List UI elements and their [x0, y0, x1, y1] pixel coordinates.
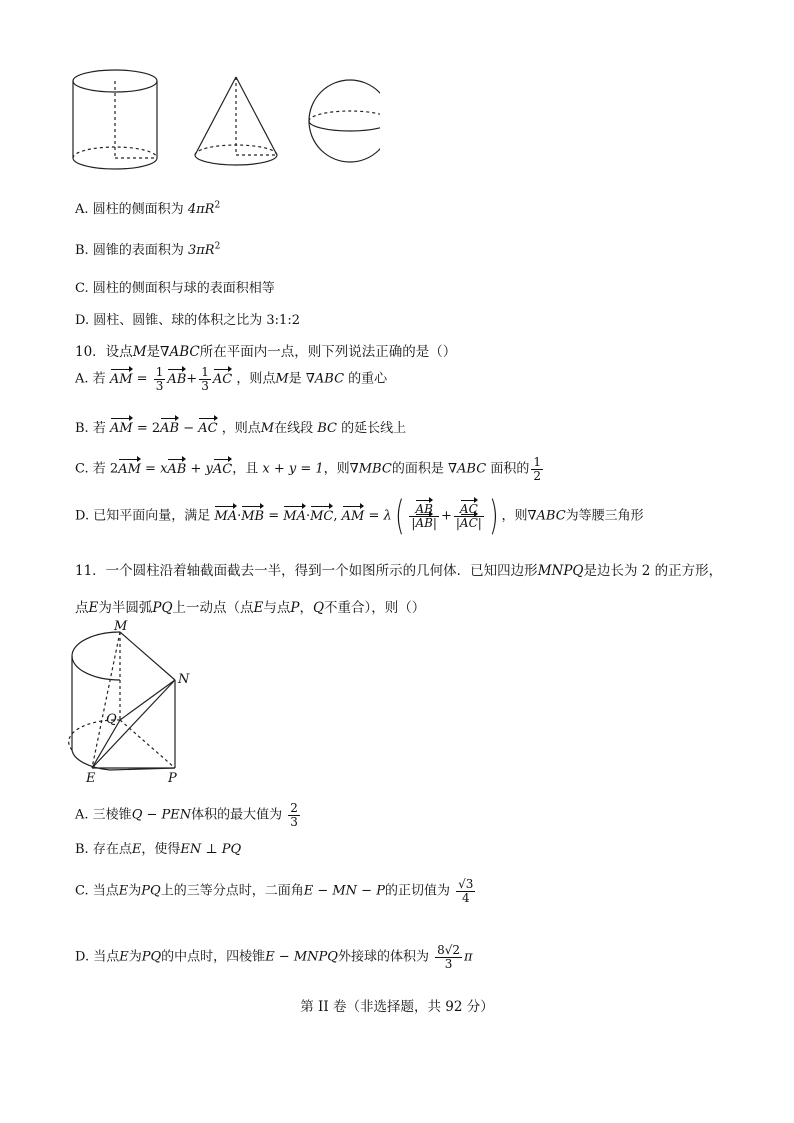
- point-label: E: [88, 600, 99, 616]
- condition-math: x + y = 1: [262, 461, 324, 477]
- option-text: 为: [128, 949, 142, 965]
- fraction: $\frac{8√2}{3}$: [437, 943, 461, 971]
- q10-option-a: A. 若 AM = $\frac{1}{3}$ AB+ $\frac{1}{3}$ AC ，则点M是 ∇ABC 的重心: [75, 365, 388, 393]
- arc-label: PQ: [152, 600, 173, 616]
- stem-text: 点: [75, 600, 89, 616]
- triangle-label: ∇MBC: [349, 461, 392, 477]
- fraction: $\frac{2}{3}$: [290, 801, 298, 829]
- option-text: 为: [128, 883, 142, 899]
- solids-figure: [60, 55, 380, 175]
- quad-label: MNPQ: [537, 563, 584, 579]
- vector-am: AM: [109, 371, 133, 387]
- option-letter: D.: [75, 508, 90, 524]
- option-text: 圆柱的侧面积为: [92, 202, 184, 217]
- option-text: 当点: [93, 949, 120, 965]
- option-math: E − MNPQ: [265, 949, 338, 965]
- option-text: 外接球的体积为: [337, 949, 429, 965]
- option-math: 3πR: [187, 243, 215, 258]
- q11-option-b: [75, 838, 241, 857]
- q11-option-a: [75, 802, 302, 828]
- option-math: 3:1:2: [266, 313, 300, 328]
- point-label: E: [131, 842, 142, 857]
- option-text: 的延长线上: [341, 421, 407, 436]
- triangle-label: ∇ABC: [305, 371, 345, 387]
- vector-am: AM: [341, 508, 365, 524]
- q10-stem: [75, 340, 456, 360]
- option-text: 的重心: [348, 371, 388, 387]
- option-text: 为等腰三角形: [565, 508, 644, 524]
- stem-text: 10．设点: [75, 344, 133, 360]
- label-p: P: [168, 771, 177, 785]
- option-text: 三棱锥: [92, 807, 132, 823]
- option-text: 上的三等分点时，二面角: [160, 883, 304, 899]
- stem-text: 为半圆弧: [98, 600, 153, 616]
- vector-ma: MA: [283, 508, 306, 524]
- stem-text: 是边长为 2 的正方形，: [583, 563, 723, 579]
- label-q: Q: [106, 712, 117, 727]
- stem-text: 是: [146, 344, 161, 360]
- vector-mc: MC: [310, 508, 334, 524]
- point-label: E: [119, 949, 129, 965]
- option-letter: A.: [75, 202, 89, 217]
- option-letter: A.: [75, 371, 89, 387]
- triangle-label: ∇ABC: [527, 508, 566, 524]
- option-letter: D.: [75, 313, 90, 328]
- arc-label: PQ: [141, 883, 161, 899]
- option-math: EN ⊥ PQ: [180, 842, 242, 857]
- q9-option-c: [75, 277, 275, 296]
- point-label: Q: [312, 600, 325, 616]
- fraction: $\frac{1}{3}$: [201, 365, 209, 393]
- option-text: ，使得: [141, 842, 181, 857]
- stem-text: 所在平面内一点，则下列说法正确的是（）: [199, 344, 457, 360]
- vector-ac: AC: [212, 371, 233, 387]
- point-label: M: [132, 344, 147, 360]
- option-text: 圆锥的表面积为: [92, 243, 184, 258]
- q11-option-d: [75, 944, 473, 970]
- option-letter: B.: [75, 421, 89, 436]
- q10-option-c: C. 若 2AM = xAB + yAC，且 x + y = 1，则∇MBC的面积是 ∇ABC 面积的 $\frac{1}{2}$: [75, 455, 541, 483]
- section-heading: 第 II 卷（非选择题，共 92 分）: [300, 999, 494, 1015]
- option-text: 的中点时，四棱锥: [161, 949, 266, 965]
- option-text: 的面积是: [391, 461, 444, 477]
- option-text: ，则点: [221, 421, 261, 436]
- vector-am: AM: [118, 461, 141, 477]
- stem-text: 11．一个圆柱沿着轴截面截去一半，得到一个如图所示的几何体．已知四边形: [75, 563, 538, 579]
- option-letter: B.: [75, 243, 89, 258]
- option-text: ，则: [501, 508, 528, 524]
- option-text: ，则点: [236, 371, 276, 387]
- fraction: $\frac{√3}{4}$: [458, 877, 474, 905]
- option-text: 在线段: [274, 421, 314, 436]
- option-text: 面积的: [490, 461, 530, 477]
- option-text: 存在点: [92, 842, 132, 857]
- q9-option-a: [75, 198, 220, 217]
- option-letter: B.: [75, 842, 89, 857]
- option-text: 的正切值为: [384, 883, 450, 899]
- arc-label: PQ: [141, 949, 162, 965]
- fraction: $\frac{AB}{|AB|}$: [411, 501, 437, 530]
- option-letter: C.: [75, 281, 89, 296]
- cone-figure: [195, 77, 277, 165]
- segment-label: BC: [317, 421, 337, 436]
- option-text: ，则: [323, 461, 350, 477]
- option-math: 4πR: [187, 202, 215, 217]
- label-n: N: [178, 672, 190, 687]
- vector-ab: AB: [167, 371, 187, 387]
- option-math: Q − PEN: [131, 807, 192, 823]
- point-label: M: [260, 421, 275, 436]
- option-text: 体积的最大值为: [191, 807, 283, 823]
- option-text: 是: [288, 371, 302, 387]
- option-letter: C.: [75, 461, 89, 477]
- fraction: $\frac{1}{2}$: [533, 455, 541, 483]
- vector-mb: MB: [241, 508, 265, 524]
- option-letter: D.: [75, 949, 90, 965]
- option-text: 若: [92, 461, 106, 477]
- vector-ab: AB: [160, 421, 180, 436]
- exponent: 2: [214, 200, 221, 211]
- option-text: ，且: [232, 461, 259, 477]
- pi-symbol: π: [464, 949, 473, 965]
- option-text: 已知平面向量，满足: [93, 508, 211, 524]
- option-text: 当点: [92, 883, 119, 899]
- label-e: E: [86, 771, 96, 785]
- fraction: $\frac{AC}{|AC|}$: [455, 501, 482, 530]
- option-letter: C.: [75, 883, 89, 899]
- vector-am: AM: [109, 421, 133, 436]
- vector-ab: AB: [167, 461, 187, 477]
- half-cylinder-figure: [60, 620, 200, 785]
- vector-ac: AC: [198, 421, 218, 436]
- q11-stem-line1: [75, 559, 722, 579]
- q11-stem-line2: 点E为半圆弧PQ上一动点（点E与点P，Q不重合），则（）: [75, 600, 426, 616]
- option-math: E − MN − P: [303, 883, 385, 899]
- option-text: 圆柱、圆锥、球的体积之比为: [93, 313, 263, 328]
- point-label: E: [118, 883, 129, 899]
- triangle-label: ∇ABC: [447, 461, 487, 477]
- q9-option-b: [75, 239, 220, 258]
- q9-option-d: [75, 309, 300, 328]
- point-label: E: [253, 600, 264, 616]
- q10-option-b: B. 若 AM = 2AB − AC ，则点M在线段 BC 的延长线上: [75, 421, 407, 436]
- option-text: 若: [92, 421, 106, 436]
- vector-ac: AC: [212, 461, 233, 477]
- point-label: P: [290, 600, 300, 616]
- q11-option-c: [75, 878, 477, 904]
- vector-ma: MA: [214, 508, 238, 524]
- stem-text: 上一动点（点: [172, 600, 254, 616]
- point-label: M: [275, 371, 289, 387]
- stem-text: 与点: [263, 600, 291, 616]
- q10-option-d: D. 已知平面向量，满足 MA·MB = MA·MC, AM = λ( $\frac{AB}{|AB|}$ + $\frac{AC}{|AC|}$ ) ，则∇ABC为等腰三角形: [75, 493, 644, 539]
- label-m: M: [114, 620, 128, 634]
- option-text: 若: [92, 371, 106, 387]
- fraction: $\frac{1}{3}$: [155, 365, 164, 393]
- cylinder-figure: [73, 70, 157, 169]
- option-letter: A.: [75, 807, 89, 823]
- option-text: 圆柱的侧面积与球的表面积相等: [92, 281, 275, 296]
- exponent: 2: [214, 241, 221, 252]
- stem-text: 不重合），则（）: [324, 600, 426, 616]
- sphere-figure: [309, 80, 380, 162]
- triangle-label: ∇ABC: [160, 344, 200, 360]
